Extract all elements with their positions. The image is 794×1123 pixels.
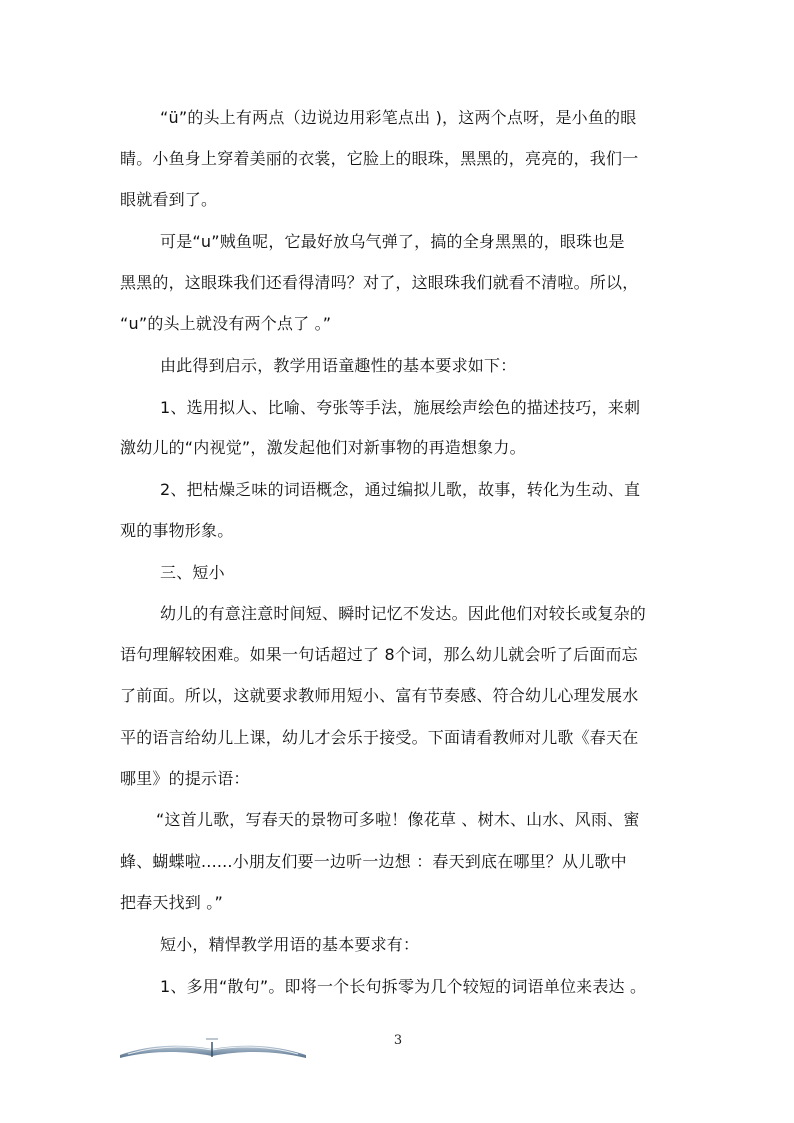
text-line: 眼就看到了。 — [120, 190, 218, 209]
text-line: 观的事物形象。 — [120, 521, 234, 540]
text-line: 激幼儿的“内视觉”，激发起他们对新事物的再造想象力。 — [120, 438, 526, 457]
text-line: 语句理解较困难。如果一句话超过了 8个词，那么幼儿就会听了后面而忘 — [120, 645, 638, 664]
open-book-icon — [118, 1036, 308, 1060]
text-line: 蜂、蝴蝶啦......小朋友们要一边听一边想 ：春天到底在哪里？从儿歌中 — [120, 852, 627, 871]
text-line: 可是“u”贼鱼呢，它最好放乌气弹了，搞的全身黑黑的，眼珠也是 — [160, 232, 625, 251]
text-line: “这首儿歌，写春天的景物可多啦！像花草 、树木、山水、风雨、蜜 — [156, 810, 640, 829]
text-line: 平的语言给幼儿上课，幼儿才会乐于接受。下面请看教师对儿歌《春天在 — [120, 728, 639, 747]
text-line: “u”的头上就没有两个点了 。” — [120, 314, 332, 333]
text-line: 由此得到启示，教学用语童趣性的基本要求如下： — [160, 356, 517, 375]
text-line: 了前面。所以，这就要求教师用短小、富有节奏感、符合幼儿心理发展水 — [120, 686, 639, 705]
text-line: 黑黑的，这眼珠我们还看得清吗？对了，这眼珠我们就看不清啦。所以， — [120, 273, 639, 292]
page-number: 3 — [393, 1033, 403, 1048]
text-line: 1、选用拟人、比喻、夸张等手法，施展绘声绘色的描述技巧，来刺 — [160, 398, 641, 417]
text-line: 幼儿的有意注意时间短、瞬时记忆不发达。因此他们对较长或复杂的 — [160, 604, 647, 623]
text-line: “ü”的头上有两点（边说边用彩笔点出 )，这两个点呀，是小鱼的眼 — [160, 108, 637, 127]
text-line: 哪里》的提示语： — [120, 769, 250, 788]
text-line: 把春天找到 。” — [120, 893, 223, 912]
text-line: 短小，精悍教学用语的基本要求有： — [160, 935, 420, 954]
text-line: 睛。小鱼身上穿着美丽的衣裳，它脸上的眼珠，黑黑的，亮亮的，我们一 — [120, 149, 639, 168]
text-line: 2、把枯燥乏味的词语概念，通过编拟儿歌，故事，转化为生动、直 — [160, 480, 641, 499]
section-heading: 三、短小 — [160, 563, 225, 582]
text-line: 1、多用“散句”。即将一个长句拆零为几个较短的词语单位来表达 。 — [160, 977, 647, 996]
